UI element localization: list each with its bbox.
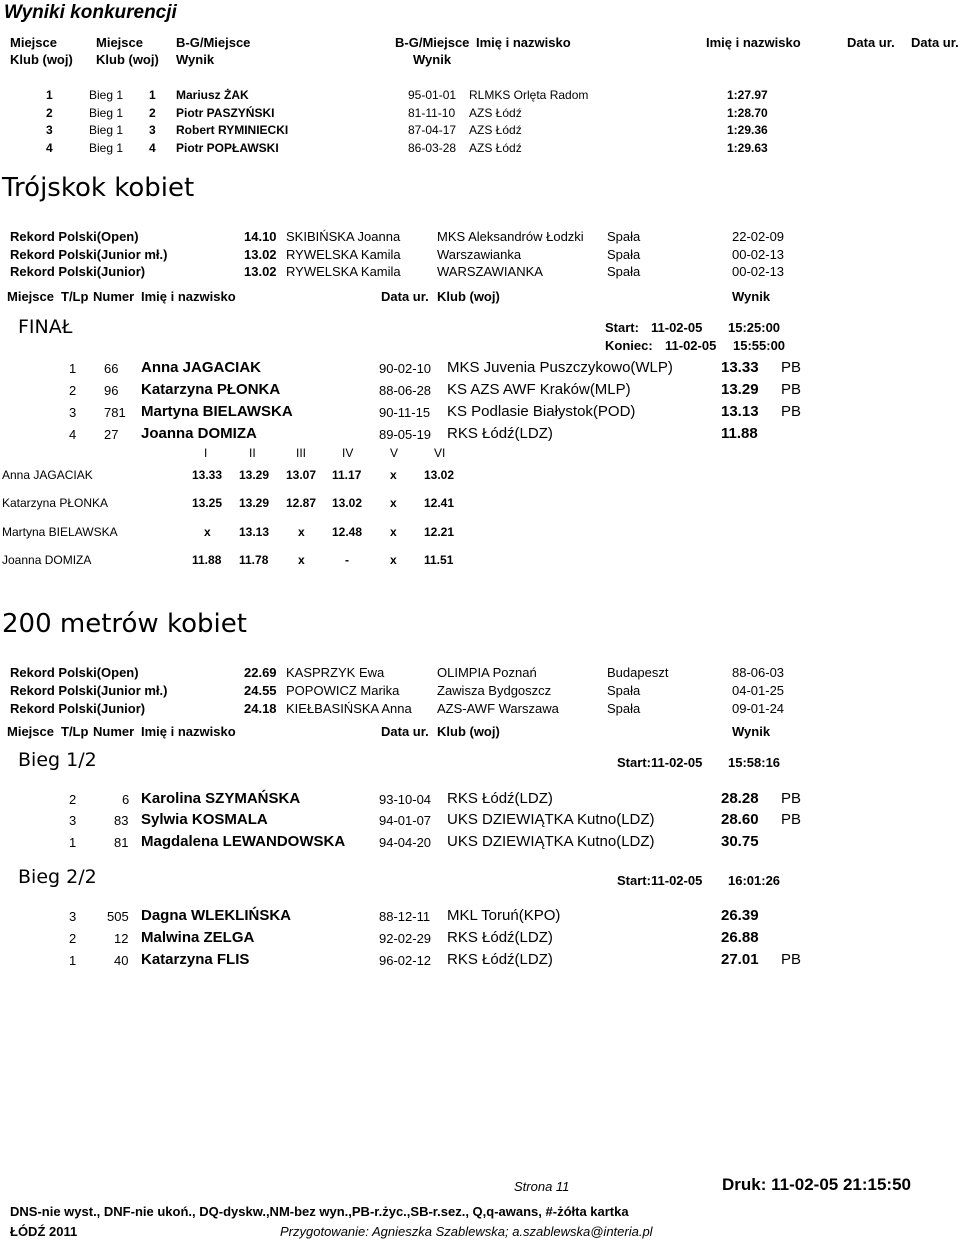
record-date: 04-01-25 xyxy=(732,683,785,698)
attempt-col: V xyxy=(390,446,399,460)
place: 3 xyxy=(69,405,77,420)
header-cell: Miejsce xyxy=(10,35,57,50)
bib-number: 40 xyxy=(114,953,129,968)
col-dob: Data ur. xyxy=(381,289,429,304)
note: PB xyxy=(781,359,802,376)
result: 13.13 xyxy=(721,403,759,420)
attempt-value: 11.78 xyxy=(239,553,269,567)
club: RKS Łódź(LDZ) xyxy=(447,951,553,968)
start-time: 15:25:00 xyxy=(728,320,781,335)
page-title: Wyniki konkurencji xyxy=(4,2,177,23)
attempt-value: x xyxy=(298,525,305,539)
result: 1:27.97 xyxy=(727,88,768,102)
col-result: Wynik xyxy=(732,289,771,304)
header-cell: B-G/Miejsce xyxy=(176,35,251,50)
record-value: 13.02 xyxy=(244,264,277,279)
record-date: 00-02-13 xyxy=(732,247,785,262)
place: 1 xyxy=(69,835,77,850)
place: 2 xyxy=(46,106,53,120)
attempt-value: 12.48 xyxy=(332,525,363,539)
page-number: Strona 11 xyxy=(514,1179,570,1194)
attempt-value: 13.07 xyxy=(286,468,317,482)
start-date: 11-02-05 xyxy=(651,320,703,335)
attempt-value: 13.29 xyxy=(239,496,270,510)
attempt-value: 13.29 xyxy=(239,468,270,482)
record-holder: KASPRZYK Ewa xyxy=(286,665,385,680)
record-club: WARSZAWIANKA xyxy=(437,264,543,279)
record-date: 88-06-03 xyxy=(732,665,785,680)
bib-number: 505 xyxy=(107,909,129,924)
header-cell: Data ur. xyxy=(847,35,895,50)
club: AZS Łódź xyxy=(469,141,522,155)
heat: Bieg 1 xyxy=(89,141,124,155)
heat: Bieg 1 xyxy=(89,88,124,102)
result: 1:28.70 xyxy=(727,106,768,120)
header-cell: Imię i nazwisko xyxy=(476,35,571,50)
place: 3 xyxy=(69,813,77,828)
record-value: 24.55 xyxy=(244,683,277,698)
record-label: Rekord Polski(Junior) xyxy=(10,264,146,279)
heat: Bieg 1 xyxy=(89,123,124,137)
attempt-value: 13.02 xyxy=(332,496,363,510)
birth-date: 86-03-28 xyxy=(408,141,457,155)
heat: Bieg 1 xyxy=(89,106,124,120)
birth-date: 92-02-29 xyxy=(379,931,432,946)
place: 1 xyxy=(69,953,77,968)
result: 13.29 xyxy=(721,381,759,398)
birth-date: 90-02-10 xyxy=(379,361,432,376)
athlete-name: Karolina SZYMAŃSKA xyxy=(141,790,301,807)
start-date: 11-02-05 xyxy=(651,873,703,888)
record-date: 22-02-09 xyxy=(732,229,785,244)
record-date: 09-01-24 xyxy=(732,701,785,716)
abbreviations-legend: DNS-nie wyst., DNF-nie ukoń., DQ-dyskw.,NM-bez wyn.,PB-r.życ.,SB-r.sez., Q,q-awans, #-żółta kartka xyxy=(10,1204,629,1219)
record-club: Warszawianka xyxy=(437,247,522,262)
header-cell: Wynik xyxy=(413,52,452,67)
col-place: Miejsce xyxy=(7,724,54,739)
record-place: Spała xyxy=(607,247,641,262)
col-club: Klub (woj) xyxy=(437,724,500,739)
athlete-name: Joanna DOMIZA xyxy=(141,425,257,442)
attempt-col: IV xyxy=(342,446,354,460)
attempt-col: I xyxy=(204,446,208,460)
attempt-value: 13.25 xyxy=(192,496,223,510)
attempt-value: 13.13 xyxy=(239,525,270,539)
record-holder: POPOWICZ Marika xyxy=(286,683,400,698)
athlete-name: Malwina ZELGA xyxy=(141,929,255,946)
club: UKS DZIEWIĄTKA Kutno(LDZ) xyxy=(447,811,655,828)
bib-number: 12 xyxy=(114,931,129,946)
start-label: Start: xyxy=(605,320,639,335)
athlete-name: Katarzyna FLIS xyxy=(141,951,250,968)
col-number: Numer xyxy=(93,289,135,304)
final-label: FINAŁ xyxy=(18,316,73,338)
col-name: Imię i nazwisko xyxy=(141,289,236,304)
birth-date: 94-04-20 xyxy=(379,835,432,850)
record-place: Spała xyxy=(607,683,641,698)
birth-date: 95-01-01 xyxy=(408,88,457,102)
bib-number: 83 xyxy=(114,813,129,828)
athlete-name: Martyna BIELAWSKA xyxy=(141,403,293,420)
heat-place: 3 xyxy=(149,123,156,137)
athlete-name: Joanna DOMIZA xyxy=(2,553,92,567)
place: 4 xyxy=(69,427,77,442)
result: 27.01 xyxy=(721,951,759,968)
athlete-name: Dagna WLEKLIŃSKA xyxy=(141,907,291,924)
header-cell: Miejsce xyxy=(96,35,143,50)
record-label: Rekord Polski(Open) xyxy=(10,229,139,244)
header-cell: Imię i nazwisko xyxy=(706,35,801,50)
event-title: 200 metrów kobiet xyxy=(2,609,247,639)
bib-number: 781 xyxy=(104,405,126,420)
attempt-value: 12.21 xyxy=(424,525,455,539)
club: AZS Łódź xyxy=(469,106,522,120)
record-holder: KIEŁBASIŃSKA Anna xyxy=(286,701,412,716)
attempt-col: II xyxy=(249,446,256,460)
place: 4 xyxy=(46,141,53,155)
athlete-name: Robert RYMINIECKI xyxy=(176,123,289,137)
start-time: 15:58:16 xyxy=(728,755,781,770)
bib-number: 27 xyxy=(104,427,119,442)
result: 26.88 xyxy=(721,929,759,946)
birth-date: 87-04-17 xyxy=(408,123,457,137)
birth-date: 90-11-15 xyxy=(379,405,431,420)
place: 1 xyxy=(46,88,53,102)
record-holder: SKIBIŃSKA Joanna xyxy=(286,229,401,244)
athlete-name: Anna JAGACIAK xyxy=(2,468,93,482)
record-label: Rekord Polski(Junior mł.) xyxy=(10,247,168,262)
heat-label: Bieg 2/2 xyxy=(18,866,97,888)
record-club: Zawisza Bydgoszcz xyxy=(437,683,552,698)
col-tlp: T/Lp xyxy=(61,289,89,304)
col-place: Miejsce xyxy=(7,289,54,304)
end-date: 11-02-05 xyxy=(665,338,717,353)
result: 1:29.36 xyxy=(727,123,768,137)
club: RKS Łódź(LDZ) xyxy=(447,790,553,807)
result: 30.75 xyxy=(721,833,759,850)
col-number: Numer xyxy=(93,724,135,739)
attempt-value: x xyxy=(204,525,211,539)
birth-date: 88-06-28 xyxy=(379,383,432,398)
birth-date: 93-10-04 xyxy=(379,792,432,807)
record-club: OLIMPIA Poznań xyxy=(437,665,537,680)
record-date: 00-02-13 xyxy=(732,264,785,279)
bib-number: 66 xyxy=(104,361,119,376)
club: RKS Łódź(LDZ) xyxy=(447,425,553,442)
attempt-value: 12.41 xyxy=(424,496,455,510)
record-club: AZS-AWF Warszawa xyxy=(437,701,559,716)
attempt-value: x xyxy=(390,553,397,567)
athlete-name: Katarzyna PŁONKA xyxy=(2,496,109,510)
athlete-name: Katarzyna PŁONKA xyxy=(141,381,281,398)
record-place: Budapeszt xyxy=(607,665,669,680)
result: 28.60 xyxy=(721,811,759,828)
club: RKS Łódź(LDZ) xyxy=(447,929,553,946)
attempt-col: VI xyxy=(434,446,446,460)
athlete-name: Magdalena LEWANDOWSKA xyxy=(141,833,346,850)
attempt-col: III xyxy=(296,446,307,460)
athlete-name: Anna JAGACIAK xyxy=(141,359,262,376)
result: 26.39 xyxy=(721,907,759,924)
record-value: 22.69 xyxy=(244,665,277,680)
birth-date: 81-11-10 xyxy=(408,106,456,120)
attempt-value: 11.88 xyxy=(192,553,222,567)
start-label: Start: xyxy=(617,755,651,770)
club: AZS Łódź xyxy=(469,123,522,137)
attempt-value: 11.51 xyxy=(424,553,454,567)
header-cell: B-G/Miejsce xyxy=(395,35,470,50)
attempt-value: 11.17 xyxy=(332,468,362,482)
club: RLMKS Orlęta Radom xyxy=(469,88,589,102)
club: MKL Toruń(KPO) xyxy=(447,907,561,924)
club: MKS Juvenia Puszczykowo(WLP) xyxy=(447,359,673,376)
place: 3 xyxy=(46,123,53,137)
birth-date: 89-05-19 xyxy=(379,427,432,442)
col-tlp: T/Lp xyxy=(61,724,89,739)
note: PB xyxy=(781,403,802,420)
start-time: 16:01:26 xyxy=(728,873,781,888)
header-cell: Klub (woj) xyxy=(96,52,159,67)
start-date: 11-02-05 xyxy=(651,755,703,770)
note: PB xyxy=(781,811,802,828)
record-value: 13.02 xyxy=(244,247,277,262)
event-city: ŁÓDŹ 2011 xyxy=(10,1224,78,1239)
end-time: 15:55:00 xyxy=(733,338,786,353)
bib-number: 6 xyxy=(122,792,130,807)
athlete-name: Mariusz ŻAK xyxy=(176,88,249,102)
result: 28.28 xyxy=(721,790,759,807)
col-dob: Data ur. xyxy=(381,724,429,739)
heat-label: Bieg 1/2 xyxy=(18,749,97,771)
club: KS Podlasie Białystok(POD) xyxy=(447,403,636,420)
record-place: Spała xyxy=(607,701,641,716)
club: KS AZS AWF Kraków(MLP) xyxy=(447,381,631,398)
prepared-by: Przygotowanie: Agnieszka Szablewska; a.szablewska@interia.pl xyxy=(280,1224,653,1239)
record-place: Spała xyxy=(607,229,641,244)
record-value: 24.18 xyxy=(244,701,277,716)
record-club: MKS Aleksandrów Łodzki xyxy=(437,229,584,244)
attempt-value: - xyxy=(345,553,349,567)
attempt-value: x xyxy=(390,525,397,539)
end-label: Koniec: xyxy=(605,338,653,353)
header-cell: Klub (woj) xyxy=(10,52,73,67)
record-holder: RYWELSKA Kamila xyxy=(286,264,401,279)
record-value: 14.10 xyxy=(244,229,277,244)
col-club: Klub (woj) xyxy=(437,289,500,304)
result: 1:29.63 xyxy=(727,141,768,155)
heat-place: 4 xyxy=(149,141,156,155)
heat-place: 2 xyxy=(149,106,156,120)
attempt-value: 12.87 xyxy=(286,496,317,510)
header-cell: Wynik xyxy=(176,52,215,67)
heat-place: 1 xyxy=(149,88,156,102)
col-name: Imię i nazwisko xyxy=(141,724,236,739)
place: 2 xyxy=(69,931,77,946)
start-label: Start: xyxy=(617,873,651,888)
bib-number: 96 xyxy=(104,383,119,398)
header-cell: Data ur. xyxy=(911,35,959,50)
record-label: Rekord Polski(Junior mł.) xyxy=(10,683,168,698)
print-timestamp: Druk: 11-02-05 21:15:50 xyxy=(722,1175,912,1194)
record-holder: RYWELSKA Kamila xyxy=(286,247,401,262)
place: 2 xyxy=(69,792,77,807)
result: 11.88 xyxy=(721,425,758,442)
bib-number: 81 xyxy=(114,835,129,850)
attempt-value: x xyxy=(298,553,305,567)
note: PB xyxy=(781,790,802,807)
place: 3 xyxy=(69,909,77,924)
note: PB xyxy=(781,381,802,398)
athlete-name: Martyna BIELAWSKA xyxy=(2,525,118,539)
record-place: Spała xyxy=(607,264,641,279)
birth-date: 94-01-07 xyxy=(379,813,432,828)
athlete-name: Piotr POPŁAWSKI xyxy=(176,141,279,155)
attempt-value: 13.33 xyxy=(192,468,223,482)
col-result: Wynik xyxy=(732,724,771,739)
birth-date: 96-02-12 xyxy=(379,953,432,968)
attempt-value: x xyxy=(390,496,397,510)
birth-date: 88-12-11 xyxy=(379,909,431,924)
place: 1 xyxy=(69,361,77,376)
club: UKS DZIEWIĄTKA Kutno(LDZ) xyxy=(447,833,655,850)
place: 2 xyxy=(69,383,77,398)
event-title: Trójskok kobiet xyxy=(2,173,195,203)
note: PB xyxy=(781,951,802,968)
athlete-name: Sylwia KOSMALA xyxy=(141,811,268,828)
record-label: Rekord Polski(Open) xyxy=(10,665,139,680)
attempt-value: x xyxy=(390,468,397,482)
athlete-name: Piotr PASZYŃSKI xyxy=(176,106,275,120)
record-label: Rekord Polski(Junior) xyxy=(10,701,146,716)
attempt-value: 13.02 xyxy=(424,468,455,482)
result: 13.33 xyxy=(721,359,759,376)
